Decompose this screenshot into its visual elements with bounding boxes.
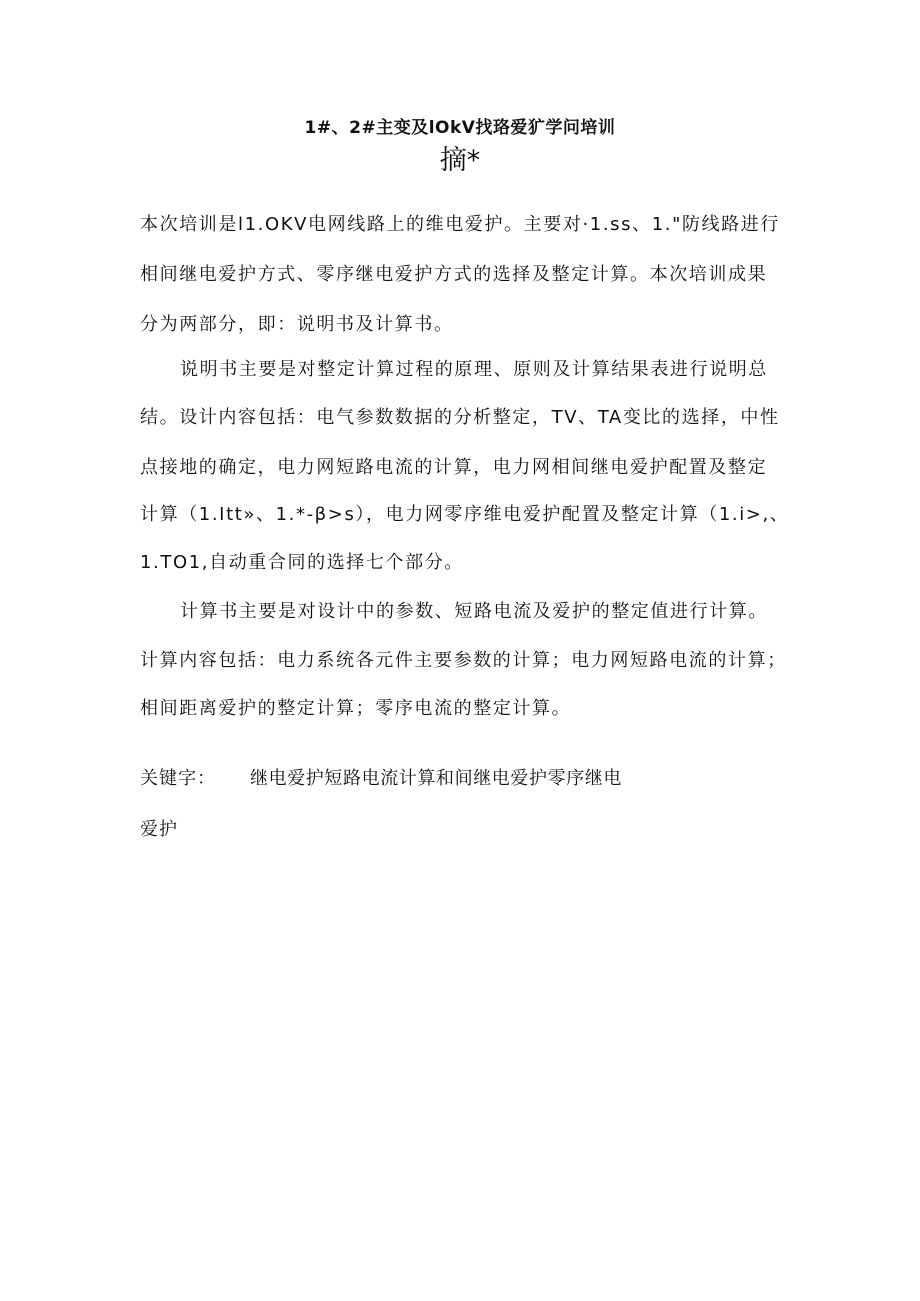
paragraph-line: 分为两部分，即：说明书及计算书。: [140, 314, 454, 335]
paragraph-line: 计算（1.Itt»、1.*-β>s），电力网零序维电爱护配置及整定计算（1.i>,、: [140, 504, 790, 525]
paragraph-line: 本次培训是l1.OKV电网线路上的维电爱护。主要对·1.ss、1."防线路进行: [140, 214, 780, 235]
paragraph-line: 相间继电爱护方式、零序继电爱护方式的选择及整定计算。本次培训成果: [140, 264, 768, 285]
paragraph-line: 1.TO1,自动重合同的选择七个部分。: [140, 552, 464, 573]
paragraph-line: 相间距离爱护的整定计算；零序电流的整定计算。: [140, 698, 572, 719]
paragraph-line: 说明书主要是对整定计算过程的原理、原则及计算结果表进行说明总: [180, 359, 768, 380]
paragraph-line: 点接地的确定，电力网短路电流的计算，电力网相间继电爱护配置及整定: [140, 457, 768, 478]
paragraph-line: 计算内容包括：电力系统各元件主要参数的计算；电力网短路电流的计算；: [140, 650, 787, 671]
document-title: 1#、2#主变及lOkV找珞爱犷学问培训: [304, 118, 616, 138]
keywords-text-continued: 爱护: [140, 819, 178, 840]
keywords-text: 继电爱护短路电流计算和间继电爱护零序继电: [250, 768, 622, 789]
keywords-label: 关键字：: [140, 768, 216, 789]
abstract-heading: 摘*: [439, 145, 481, 176]
paragraph-line: 计算书主要是对设计中的参数、短路电流及爱护的整定值进行计算。: [180, 601, 768, 622]
paragraph-line: 结。设计内容包括：电气参数数据的分析整定，TV、TA变比的选择，中性: [140, 407, 780, 428]
